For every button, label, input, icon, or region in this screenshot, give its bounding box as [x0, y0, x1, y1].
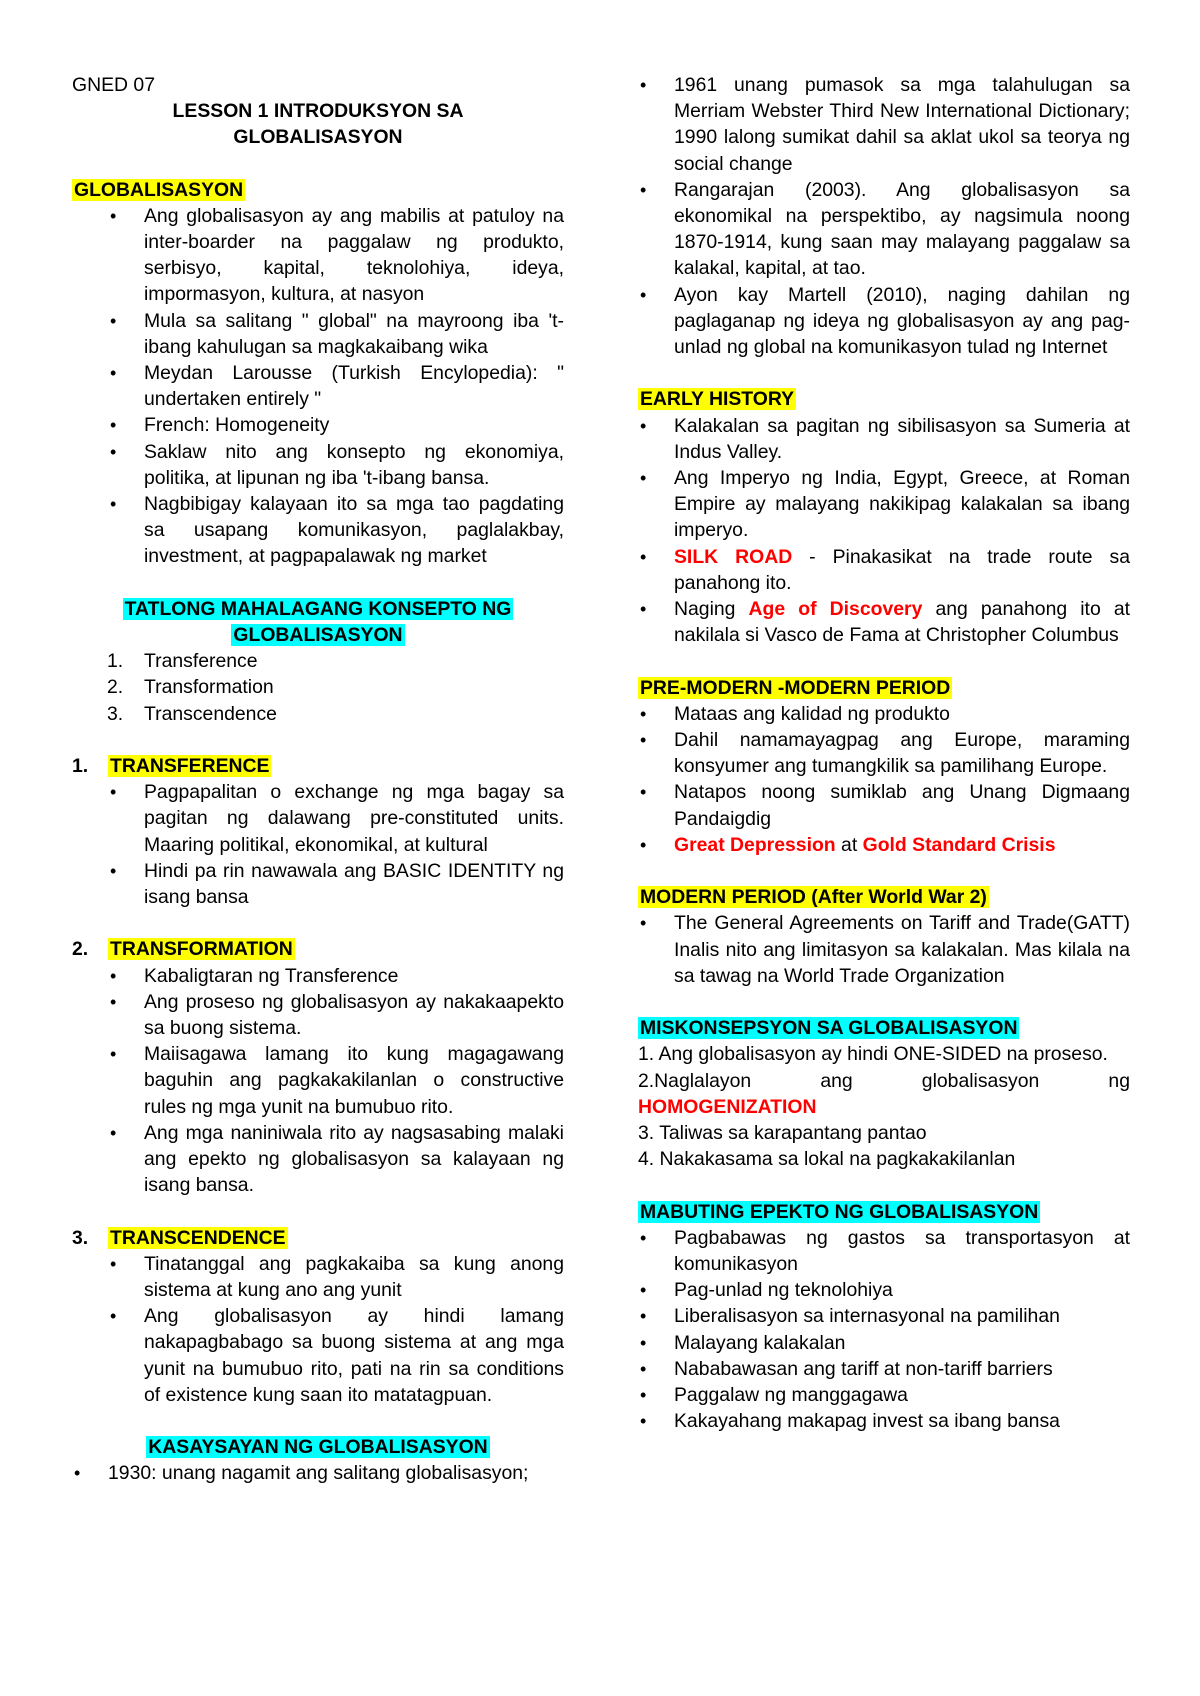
lesson-title-line2: GLOBALISASYON [233, 126, 403, 149]
section-heading-miskonsepsyon: MISKONSEPSYON SA GLOBALISASYON [640, 1017, 1018, 1040]
list-item: • French: Homogeneity [144, 412, 564, 438]
section-heading-transcendence: 3. TRANSCENDENCE [72, 1226, 286, 1249]
list-item: • Paggalaw ng manggagawa [674, 1382, 1130, 1408]
miskonsepsyon-item-2: 2.Naglalayon ang globalisasyon ng [638, 1069, 1130, 1092]
list-item: • Pagpapalitan o exchange ng mga bagay sa pagitan ng dalawang pre-constituted units. Maaring politikal, ekonomikal, at kultural [144, 779, 564, 858]
list-item: • SILK ROAD - Pinakasikat na trade route sa panahong ito. [674, 544, 1130, 596]
transference-list [72, 779, 564, 910]
right-column [638, 72, 1130, 1434]
list-item: • Ang proseso ng globalisasyon ay nakakaapekto sa buong sistema. [144, 989, 564, 1041]
lesson-title-line1: LESSON 1 INTRODUKSYON SA [172, 100, 464, 123]
kasaysayan-list-part1 [72, 1460, 564, 1486]
left-column [72, 72, 564, 1487]
kasaysayan-list-part2 [638, 72, 1130, 360]
section-heading-transference: 1. TRANSFERENCE [72, 755, 270, 778]
list-item: • Dahil namamayagpag ang Europe, maraming konsyumer ang tumangkilik sa pamilihang Europe. [674, 727, 1130, 779]
list-item: • Great Depression at Gold Standard Crisis [674, 832, 1130, 858]
list-item: • Kalakalan sa pagitan ng sibilisasyon sa Sumeria at Indus Valley. [674, 413, 1130, 465]
section-heading-early-history: EARLY HISTORY [640, 388, 795, 411]
section-heading-mabuting-epekto: MABUTING EPEKTO NG GLOBALISASYON [640, 1200, 1039, 1223]
list-item: • Ang globalisasyon ay hindi lamang nakapagbabago sa buong sistema at ang mga yunit na bumubuo rito, pati na rin sa conditions of existence kung saan ito matatagpuan. [144, 1303, 564, 1408]
miskonsepsyon-item-3: 3. Taliwas sa karapantang pantao [638, 1122, 927, 1145]
section-heading-premodern: PRE-MODERN -MODERN PERIOD [640, 676, 951, 699]
age-of-discovery-term: Age of Discovery [748, 598, 923, 621]
list-item: • Maiisagawa lamang ito kung magagawang baguhin ang pagkakakilanlan o constructive rules ng mga yunit na bumubuo rito. [144, 1041, 564, 1120]
transformation-list [72, 963, 564, 1199]
great-depression-term: Great Depression [674, 833, 836, 856]
konsepto-list [72, 648, 564, 727]
miskonsepsyon-item-4: 4. Nakakasama sa lokal na pagkakakilanlan [638, 1148, 1016, 1171]
list-item: • Ayon kay Martell (2010), naging dahilan ng paglaganap ng ideya ng globalisasyon ay ang pag-unlad ng global na komunikasyon tulad ng Internet [674, 282, 1130, 361]
list-item: 1. Transference [107, 650, 258, 673]
list-item: • Ang mga naniniwala rito ay nagsasabing malaki ang epekto ng globalisasyon sa kalayaan ng isang bansa. [144, 1120, 564, 1199]
miskonsepsyon-item-2-term: HOMOGENIZATION [638, 1095, 817, 1118]
section-heading-globalisasyon: GLOBALISASYON [74, 178, 244, 201]
list-item: • Pagbabawas ng gastos sa transportasyon at komunikasyon [674, 1225, 1130, 1277]
silk-road-term: SILK ROAD [674, 545, 793, 568]
lesson-title [72, 98, 564, 150]
list-item: • Mataas ang kalidad ng produkto [674, 701, 1130, 727]
list-item: • Nagbibigay kalayaan ito sa mga tao pagdating sa usapang komunikasyon, paglalakbay, investment, at pagpapalawak ng market [144, 491, 564, 570]
transcendence-list [72, 1251, 564, 1408]
list-item: • Natapos noong sumiklab ang Unang Digmaang Pandaigdig [674, 779, 1130, 831]
gold-standard-crisis-term: Gold Standard Crisis [862, 833, 1056, 856]
list-item: • Meydan Larousse (Turkish Encylopedia): " undertaken entirely " [144, 360, 564, 412]
list-item: • Rangarajan (2003). Ang globalisasyon sa ekonomikal na perspektibo, ay nagsimula noong 1870-1914, kung saan may malayang paggalaw sa kalakal, kapital, at tao. [674, 177, 1130, 282]
section-heading-modern: MODERN PERIOD (After World War 2) [640, 886, 987, 909]
list-item: • The General Agreements on Tariff and Trade(GATT) Inalis nito ang limitasyon sa kalakalan. Mas kilala na sa tawag na World Trade Organization [674, 910, 1130, 989]
list-item: • Tinatanggal ang pagkakaiba sa kung anong sistema at kung ano ang yunit [144, 1251, 564, 1303]
list-item: • Hindi pa rin nawawala ang BASIC IDENTITY ng isang bansa [144, 858, 564, 910]
list-item: • 1961 unang pumasok sa mga talahulugan sa Merriam Webster Third New International Dictionary; 1990 lalong sumikat dahil sa aklat ukol sa teorya ng social change [674, 72, 1130, 177]
list-item: • Kakayahang makapag invest sa ibang bansa [674, 1408, 1130, 1434]
course-code: GNED 07 [72, 74, 155, 96]
list-item: • 1930: unang nagamit ang salitang globalisasyon; [108, 1460, 564, 1486]
list-item: • Kabaligtaran ng Transference [144, 963, 564, 989]
list-item: • Liberalisasyon sa internasyonal na pamilihan [674, 1303, 1130, 1329]
section-heading-transformation: 2. TRANSFORMATION [72, 938, 293, 961]
globalisasyon-list [72, 203, 564, 570]
list-item: 2. Transformation [107, 676, 274, 699]
section-heading-kasaysayan: KASAYSAYAN NG GLOBALISASYON [148, 1436, 488, 1459]
list-item: • Ang globalisasyon ay ang mabilis at patuloy na inter-boarder na paggalaw ng produkto, serbisyo, kapital, teknolohiya, ideya, impormasyon, kultura, at nasyon [144, 203, 564, 308]
list-item: • Mula sa salitang " global" na mayroong iba 't-ibang kahulugan sa magkakaibang wika [144, 308, 564, 360]
list-item: • Saklaw nito ang konsepto ng ekonomiya, politika, at lipunan ng iba 't-ibang bansa. [144, 439, 564, 491]
list-item: • Ang Imperyo ng India, Egypt, Greece, at Roman Empire ay malayang nakikipag kalakalan sa ibang imperyo. [674, 465, 1130, 544]
premodern-list [638, 701, 1130, 858]
early-history-list [638, 413, 1130, 649]
list-item: • Nababawasan ang tariff at non-tariff barriers [674, 1356, 1130, 1382]
list-item: • Malayang kalakalan [674, 1330, 1130, 1356]
section-heading-tatlong-konsepto: TATLONG MAHALAGANG KONSEPTO NG GLOBALISASYON [124, 597, 512, 647]
list-item: 3. Transcendence [107, 702, 277, 725]
list-item: • Pag-unlad ng teknolohiya [674, 1277, 1130, 1303]
list-item: • Naging Age of Discovery ang panahong ito at nakilala si Vasco de Fama at Christopher Columbus [674, 596, 1130, 648]
modern-list [638, 910, 1130, 989]
miskonsepsyon-item-1: 1. Ang globalisasyon ay hindi ONE-SIDED na proseso. [638, 1043, 1108, 1066]
mabuting-epekto-list [638, 1225, 1130, 1435]
